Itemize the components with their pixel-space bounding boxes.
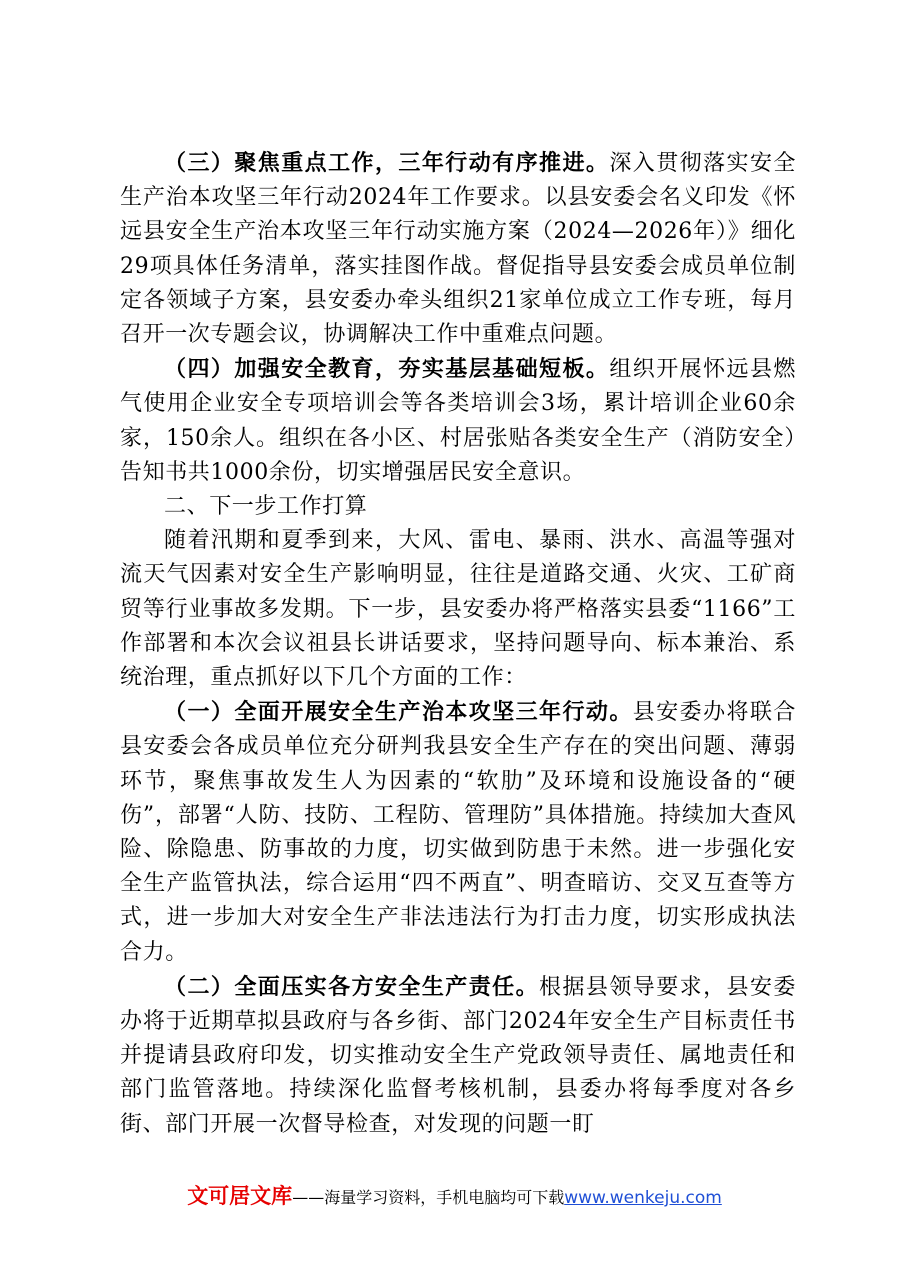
paragraph-lead: （三）聚焦重点工作，三年行动有序推进。 xyxy=(164,150,610,176)
footer-link[interactable]: www.wenkeju.com xyxy=(564,1188,722,1208)
paragraph-text: 组织开展怀远县燃气使用企业安全专项培训会等各类培训会3场，累计培训企业60余家，150余人。组织在各小区、村居张贴各类安全生产（消防安全）告知书共1000余份，切实增强居民安全意识。 xyxy=(120,357,796,485)
footer-brand: 文可居文库 xyxy=(187,1184,293,1208)
footer-slogan: ——海量学习资料，手机电脑均可下载 xyxy=(292,1188,565,1207)
document-body xyxy=(120,146,796,1142)
paragraph-lead: （四）加强安全教育，夯实基层基础短板。 xyxy=(164,356,610,383)
paragraph-plan-1 xyxy=(120,695,796,970)
footer-banner xyxy=(0,1180,909,1210)
paragraph-lead: （一）全面开展安全生产治本攻坚三年行动。 xyxy=(164,699,633,726)
paragraph-text: 县安委办将联合县安委会各成员单位充分研判我县安全生产存在的突出问题、薄弱环节，聚焦事故发生人为因素的“软肋”及环境和设施设备的“硬伤”，部署“人防、技防、工程防、管理防”具体措施。持续加大查风险、除隐患、防事故的力度，切实做到防患于未然。进一步强化安全生产监管执法，综合运用“四不两直”、明查暗访、交叉互查等方式，进一步加大对安全生产非法违法行为打击力度，切实形成执法合力。 xyxy=(120,700,796,965)
paragraph-text: 根据县领导要求，县安委办将于近期草拟县政府与各乡街、部门2024年安全生产目标责任书并提请县政府印发，切实推动安全生产党政领导责任、属地责任和部门监管落地。持续深化监督考核机制，县委办将每季度对各乡街、部门开展一次督导检查，对发现的问题一盯 xyxy=(120,974,796,1137)
paragraph-section-3 xyxy=(120,146,796,352)
paragraph-plan-2 xyxy=(120,970,796,1142)
paragraph-section-4 xyxy=(120,352,796,490)
section-heading: 二、下一步工作打算 xyxy=(164,494,368,520)
paragraph-text: 深入贯彻落实安全生产治本攻坚三年行动2024年工作要求。以县安委会名义印发《怀远县安全生产治本攻坚三年行动实施方案（2024—2026年）》细化29项具体任务清单，落实挂图作战。督促指导县安委会成员单位制定各领域子方案，县安委办牵头组织21家单位成立工作专班，每月召开一次专题会议，协调解决工作中重难点问题。 xyxy=(120,151,796,348)
paragraph-lead: （二）全面压实各方安全生产责任。 xyxy=(164,973,540,1000)
intro-paragraph: 随着汛期和夏季到来，大风、雷电、暴雨、洪水、高温等强对流天气因素对安全生产影响明显，往往是道路交通、火灾、工矿商贸等行业事故多发期。下一步，县安委办将严格落实县委“1166”工作部署和本次会议祖县长讲话要求，坚持问题导向、标本兼治、系统治理，重点抓好以下几个方面的工作： xyxy=(120,528,796,691)
